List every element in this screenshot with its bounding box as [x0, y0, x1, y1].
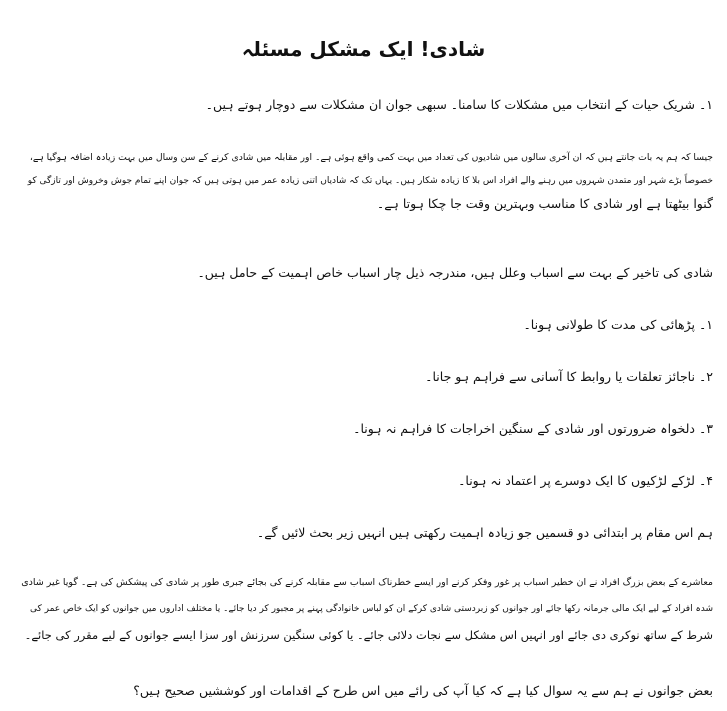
paragraph-line: گنوا بیٹھتا ہے اور شادی کا مناسب وبہترین وقت جا چکا ہوتا ہے۔ [376, 196, 713, 211]
paragraph-discussion-scope: ہم اس مقام پر ابتدائی دو قسمیں جو زیادہ اہمیت رکھتی ہیں انہیں زیر بحث لائیں گے۔ [256, 525, 713, 540]
cause-item-4: ۴۔ لڑکے لڑکیوں کا ایک دوسرے پر اعتماد نہ ہونا۔ [458, 473, 713, 488]
paragraph-proposed-measures [13, 572, 713, 646]
paragraph-marriage-decline [13, 147, 713, 215]
paragraph-line: شدہ افراد کے لیے ایک مالی جرمانہ رکھا جائے اور جوانوں کو زبردستی شادی کرکے ان کو لباس خانوادگی پہنے پر مجبور کر دیا جائے۔ یا مختلف اداروں میں جوانوں کو ایک خاص عمر کی [29, 604, 713, 614]
paragraph-causes-intro: شادی کی تاخیر کے بہت سے اسباب وعلل ہیں، مندرجہ ذیل چار اسباب خاص اہمیت کے حامل ہیں۔ [197, 265, 713, 280]
cause-item-2: ۲۔ ناجائز تعلقات یا روابط کا آسانی سے فراہم ہو جانا۔ [425, 369, 713, 384]
paragraph-line: خصوصاً بڑے شہر اور متمدن شہروں میں رہنے والے افراد اس بلا کا زیادہ شکار ہیں۔ یہاں تک کہ شادیاں اتنی زیادہ عمر میں ہوتی ہیں کہ جوان اپنے تمام جوش وخروش اور تازگی کو [27, 176, 713, 186]
paragraph-line: معاشرے کے بعض بزرگ افراد نے ان خطیر اسباب پر غور وفکر کرنے اور ایسے خطرناک اسباب سے مقابلہ کرنے کی بجائے جبری طور پر شادی کی پیشکش کی ہے۔ گویا غیر شادی [21, 577, 713, 588]
paragraph-line: جیسا کہ ہم یہ بات جانتے ہیں کہ ان آخری سالوں میں شادیوں کی تعداد میں بہت کمی واقع ہوئی ہے۔ اور مقابلہ میں شادی کرنے کے سن وسال میں بہت زیادہ اضافہ ہوگیا ہے، [29, 152, 713, 163]
paragraph-line: شرط کے ساتھ نوکری دی جائے اور انہیں اس مشکل سے نجات دلائی جائے۔ یا کوئی سنگین سرزنش اور سزا ایسے جوانوں کے لیے مقرر کی جائے۔ [24, 628, 713, 642]
paragraph-closing-question: بعض جوانوں نے ہم سے یہ سوال کیا ہے کہ کیا آپ کی رائے میں اس طرح کے اقدامات اور کوششیں صحیح ہیں؟ [133, 683, 713, 698]
paragraph-problem-intro: ۱۔ شریک حیات کے انتخاب میں مشکلات کا سامنا۔ سبھی جوان ان مشکلات سے دوچار ہوتے ہیں۔ [205, 97, 713, 112]
cause-item-3: ۳۔ دلخواہ ضرورتوں اور شادی کے سنگین اخراجات کا فراہم نہ ہونا۔ [353, 421, 713, 436]
cause-item-1: ۱۔ پڑھائی کی مدت کا طولانی ہونا۔ [523, 317, 713, 332]
page-title: شادی! ایک مشکل مسئلہ [241, 37, 486, 61]
